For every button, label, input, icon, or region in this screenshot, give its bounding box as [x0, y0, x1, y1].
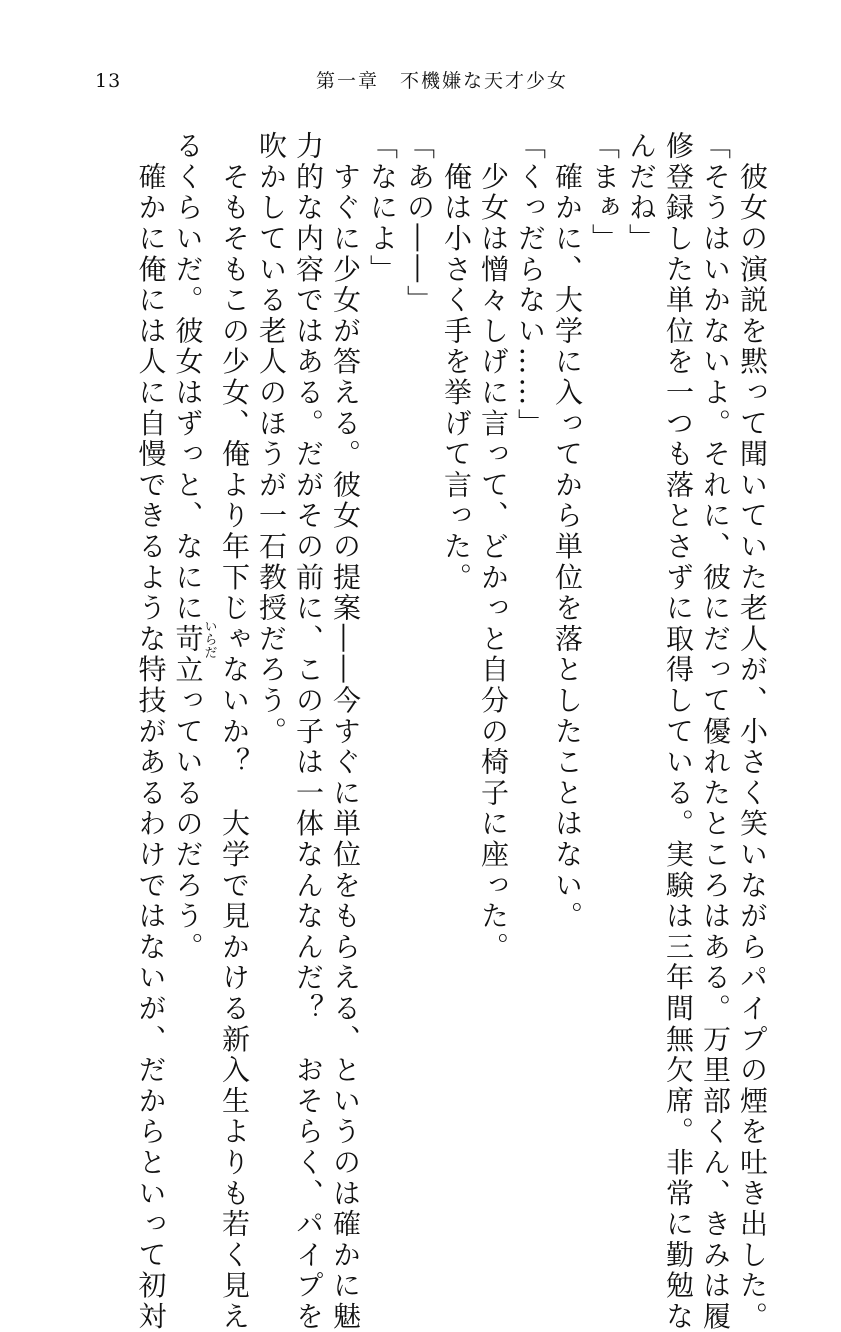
text-segment: 立っているのだろう。	[171, 654, 205, 963]
text-line: 吹かしている老人のほうが一石教授だろう。	[255, 131, 288, 747]
text-line: 「あの――」	[403, 131, 436, 316]
text-segment: るくらいだ。彼女はずっと、なにに	[171, 131, 205, 624]
ruby-word	[171, 619, 217, 659]
text-line: 少女は憎々しげに言って、どかっと自分の椅子に座った。	[477, 131, 510, 963]
text-line: 修登録した単位を一つも落とさずに取得している。実験は三年間無欠席。非常に勤勉な	[662, 131, 695, 1332]
page-number: 13	[95, 70, 122, 92]
ruby-reading: いらだ	[201, 619, 217, 659]
text-line: 力的な内容ではある。だがその前に、この子は一体なんなんだ？ おそらく、パイプを	[292, 131, 325, 1332]
text-line: 彼女の演説を黙って聞いていた老人が、小さく笑いながらパイプの煙を吐き出した。	[736, 131, 769, 1332]
vertical-body-text	[133, 131, 772, 1332]
ruby-base: 苛	[171, 619, 205, 659]
text-line: すぐに少女が答える。彼女の提案――今すぐに単位をもらえる、というのは確かに魅	[329, 131, 362, 1332]
text-line: 「くっだらない……」	[514, 131, 547, 439]
text-line: 確かに俺には人に自慢できるような特技があるわけではないが、だからといって初対	[134, 131, 168, 1332]
text-line: 俺は小さく手を挙げて言った。	[440, 131, 473, 593]
chapter-title: 第一章 不機嫌な天才少女	[316, 70, 569, 92]
text-line: 「そうはいかないよ。それに、彼にだって優れたところはある。万里部くん、きみは履	[699, 131, 732, 1332]
text-line-with-ruby	[170, 131, 217, 1131]
text-line: 「まぁ」	[588, 131, 621, 255]
text-line: 「なによ」	[366, 131, 399, 285]
text-line: んだね」	[625, 131, 658, 255]
text-line: そもそもこの少女、俺より年下じゃないか？ 大学で見かける新入生よりも若く見え	[218, 131, 251, 1332]
text-line: 確かに、大学に入ってから単位を落としたことはない。	[551, 131, 584, 932]
